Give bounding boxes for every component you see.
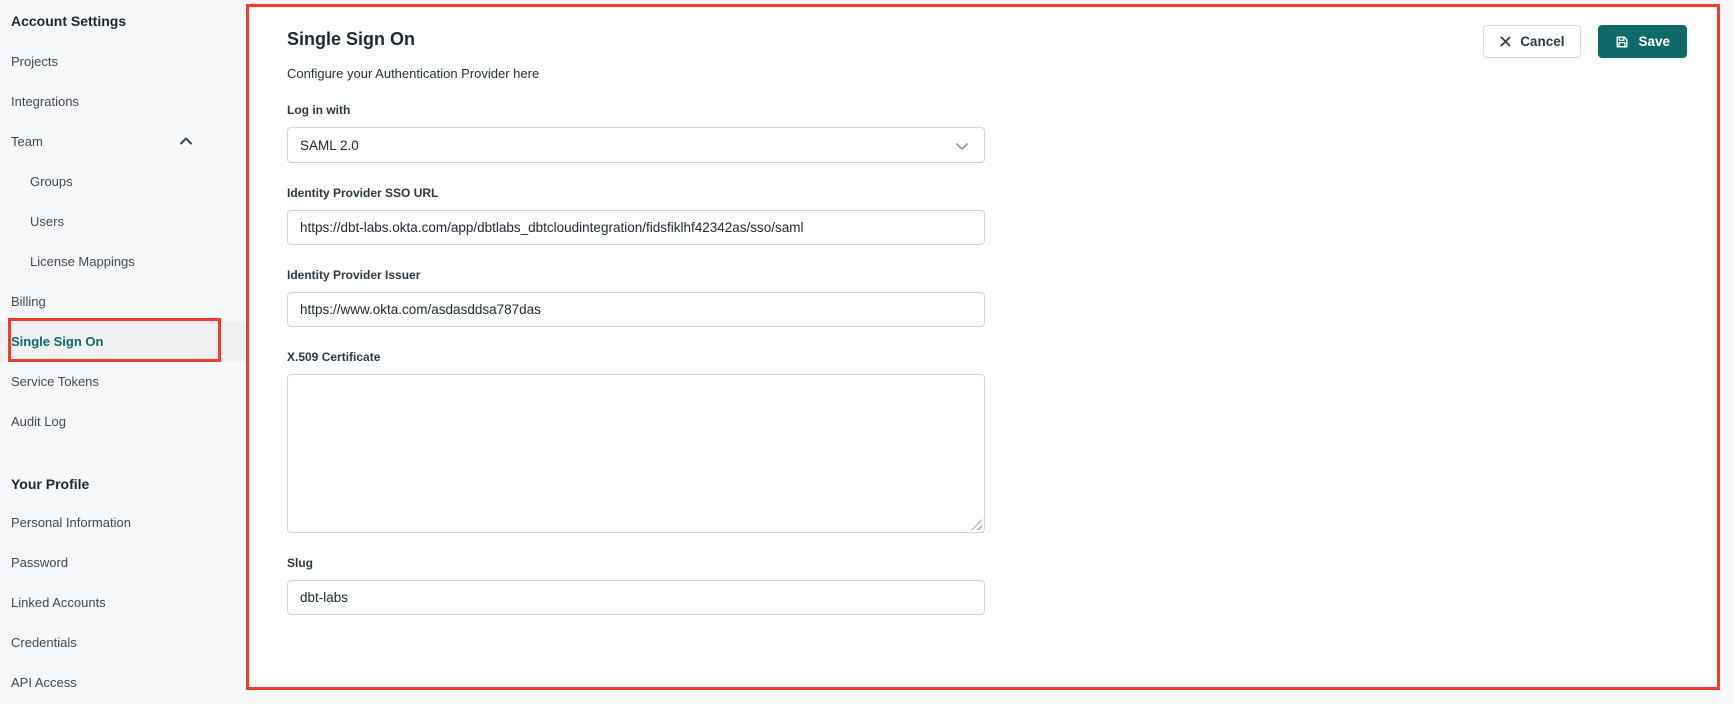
your-profile-list xyxy=(0,502,245,702)
sidebar-item-personal-information[interactable] xyxy=(0,502,245,542)
sidebar-item-groups[interactable] xyxy=(0,161,245,201)
sidebar-item-billing[interactable] xyxy=(0,281,245,321)
sidebar-item-integrations[interactable] xyxy=(0,81,245,121)
sso-url-group xyxy=(287,186,985,245)
sidebar-item-service-tokens[interactable] xyxy=(0,361,245,401)
certificate-group xyxy=(287,350,985,533)
sidebar-item-label: Personal Information xyxy=(11,514,131,530)
cancel-button-label: Cancel xyxy=(1520,34,1565,49)
sidebar-section-account-settings: Account Settings xyxy=(11,13,127,29)
page-title: Single Sign On xyxy=(287,29,416,49)
login-with-selected-value: SAML 2.0 xyxy=(300,137,359,153)
save-icon xyxy=(1615,35,1629,49)
sidebar-item-label: Service Tokens xyxy=(11,373,99,389)
sidebar-item-label: Audit Log xyxy=(11,413,66,429)
sidebar-item-credentials[interactable] xyxy=(0,622,245,662)
certificate-textarea[interactable] xyxy=(287,374,985,533)
issuer-group xyxy=(287,268,985,327)
sso-form xyxy=(287,103,985,638)
sidebar-item-label: Team xyxy=(11,133,43,149)
sidebar-item-label: Linked Accounts xyxy=(11,594,106,610)
account-settings-list xyxy=(0,41,245,441)
certificate-label: X.509 Certificate xyxy=(287,350,381,364)
slug-label: Slug xyxy=(287,556,313,570)
chevron-up-icon xyxy=(178,133,194,149)
sidebar-item-audit-log[interactable] xyxy=(0,401,245,441)
sidebar-item-users[interactable] xyxy=(0,201,245,241)
slug-input[interactable] xyxy=(287,580,985,615)
sidebar-item-license-mappings[interactable] xyxy=(0,241,245,281)
sidebar-item-label: Credentials xyxy=(11,634,77,650)
sidebar-item-password[interactable] xyxy=(0,542,245,582)
sidebar-item-label: Users xyxy=(30,213,64,229)
sidebar-item-projects[interactable] xyxy=(0,41,245,81)
login-with-select[interactable] xyxy=(287,127,985,163)
header-actions xyxy=(1483,25,1687,58)
sidebar-item-label: Password xyxy=(11,554,69,570)
sso-url-input[interactable] xyxy=(287,210,985,245)
save-button-label: Save xyxy=(1638,34,1670,49)
login-with-group xyxy=(287,103,985,163)
sso-url-label: Identity Provider SSO URL xyxy=(287,186,439,200)
settings-sidebar xyxy=(0,0,245,704)
sidebar-item-label: Integrations xyxy=(11,93,79,109)
sidebar-item-label: Projects xyxy=(11,53,58,69)
issuer-label: Identity Provider Issuer xyxy=(287,268,421,282)
login-with-label: Log in with xyxy=(287,103,351,117)
close-icon xyxy=(1500,36,1511,47)
sidebar-item-api-access[interactable] xyxy=(0,662,245,702)
slug-group xyxy=(287,556,985,615)
sidebar-item-label: Groups xyxy=(30,173,73,189)
page-subtitle: Configure your Authentication Provider here xyxy=(287,66,540,81)
save-button[interactable] xyxy=(1598,25,1687,58)
sidebar-section-your-profile: Your Profile xyxy=(11,476,90,492)
sidebar-item-label: Single Sign On xyxy=(11,333,104,349)
sidebar-item-single-sign-on[interactable] xyxy=(0,321,245,361)
single-sign-on-panel xyxy=(246,4,1720,690)
sidebar-item-linked-accounts[interactable] xyxy=(0,582,245,622)
issuer-input[interactable] xyxy=(287,292,985,327)
sidebar-item-label: Billing xyxy=(11,293,46,309)
sidebar-item-team[interactable] xyxy=(0,121,245,161)
sidebar-item-label: API Access xyxy=(11,674,77,690)
cancel-button[interactable] xyxy=(1483,25,1581,58)
chevron-down-icon xyxy=(954,138,970,157)
sidebar-item-label: License Mappings xyxy=(30,253,135,269)
